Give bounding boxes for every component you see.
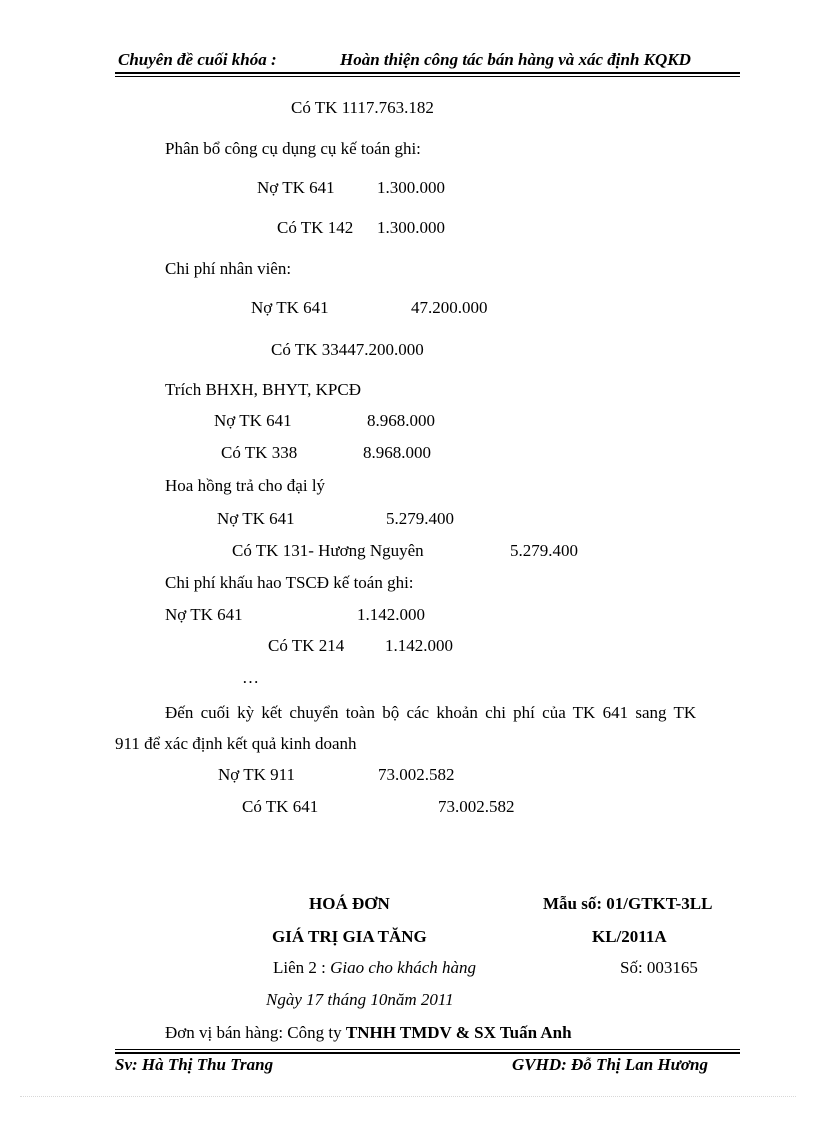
invoice-copy-text: Giao cho khách hàng: [330, 958, 477, 977]
footer-student: Sv: Hà Thị Thu Trang: [115, 1055, 274, 1074]
line-6-account: Nợ TK 641: [251, 298, 329, 317]
invoice-seller: [165, 1023, 572, 1043]
invoice-series: KL/2011A: [592, 927, 667, 946]
line-10-account: Có TK 338: [221, 443, 298, 462]
line-12-amount: 5.279.400: [386, 509, 454, 528]
header-rule: [115, 72, 740, 74]
page-bottom-border: [20, 1096, 796, 1097]
invoice-seller-name: TNHH TMDV & SX Tuấn Anh: [345, 1023, 572, 1042]
line-15-amount: 1.142.000: [357, 605, 425, 624]
invoice-seller-label: Đơn vị bán hàng: Công ty: [165, 1023, 342, 1042]
line-11: Hoa hồng trả cho đại lý: [165, 476, 326, 495]
footer-rule: [115, 1052, 740, 1054]
line-20-amount: 73.002.582: [378, 765, 455, 784]
invoice-form-number: Mẫu số: 01/GTKT-3LL: [543, 894, 713, 913]
line-6-amount: 47.200.000: [411, 298, 488, 317]
line-17-ellipsis: …: [242, 668, 259, 687]
line-3-account: Nợ TK 641: [257, 178, 335, 197]
invoice-title: HOÁ ĐƠN: [309, 894, 390, 913]
invoice-date: Ngày 17 tháng 10năm 2011: [266, 990, 454, 1009]
line-18: Đến cuối kỳ kết chuyển toàn bộ các khoản chi phí của TK 641 sang TK: [165, 703, 697, 722]
footer-advisor: GVHD: Đỗ Thị Lan Hương: [512, 1055, 708, 1074]
invoice-copy: [273, 958, 476, 978]
line-4-account: Có TK 142: [277, 218, 354, 237]
header-left: Chuyên đề cuối khóa :: [118, 50, 277, 69]
line-1: Có TK 1117.763.182: [291, 98, 434, 117]
line-15-account: Nợ TK 641: [165, 605, 243, 624]
invoice-copy-label: Liên 2 :: [273, 958, 326, 977]
line-9-account: Nợ TK 641: [214, 411, 292, 430]
invoice-number: Số: 003165: [620, 958, 698, 977]
line-9-amount: 8.968.000: [367, 411, 435, 430]
footer-rule-thin: [115, 1049, 740, 1050]
line-21-amount: 73.002.582: [438, 797, 515, 816]
line-7: Có TK 33447.200.000: [271, 340, 424, 359]
line-13-account: Có TK 131- Hương Nguyên: [232, 541, 424, 560]
line-12-account: Nợ TK 641: [217, 509, 295, 528]
header-rule-thin: [115, 76, 740, 77]
line-16-account: Có TK 214: [268, 636, 345, 655]
invoice-subtitle: GIÁ TRỊ GIA TĂNG: [272, 927, 427, 946]
line-10-amount: 8.968.000: [363, 443, 431, 462]
line-8: Trích BHXH, BHYT, KPCĐ: [165, 380, 361, 399]
line-20-account: Nợ TK 911: [218, 765, 295, 784]
line-14: Chi phí khấu hao TSCĐ kế toán ghi:: [165, 573, 414, 592]
line-16-amount: 1.142.000: [385, 636, 453, 655]
line-2: Phân bổ công cụ dụng cụ kế toán ghi:: [165, 139, 421, 158]
line-21-account: Có TK 641: [242, 797, 319, 816]
line-3-amount: 1.300.000: [377, 178, 445, 197]
header-right: Hoàn thiện công tác bán hàng và xác định KQKD: [340, 50, 691, 69]
line-5: Chi phí nhân viên:: [165, 259, 292, 278]
line-13-amount: 5.279.400: [510, 541, 578, 560]
line-4-amount: 1.300.000: [377, 218, 445, 237]
line-19: 911 để xác định kết quả kinh doanh: [115, 734, 357, 753]
